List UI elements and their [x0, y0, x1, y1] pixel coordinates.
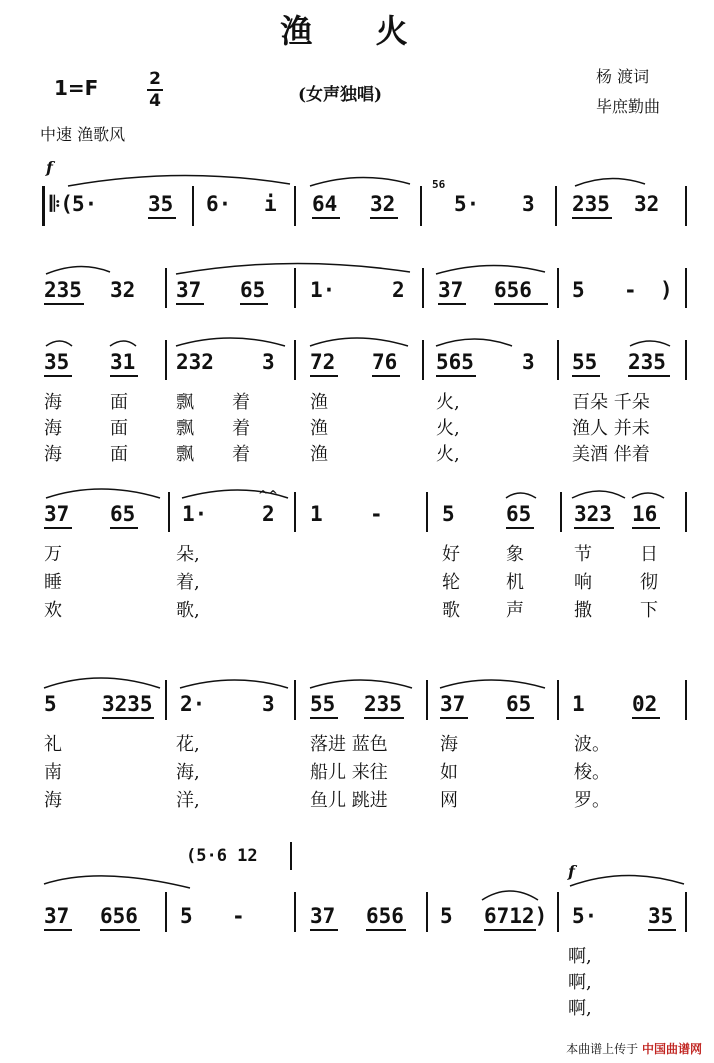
- dynamic-mark: f: [568, 862, 575, 881]
- lyric: 渔: [310, 444, 328, 465]
- note: -: [370, 502, 383, 526]
- lyric: 日: [640, 544, 658, 565]
- note: 323: [574, 502, 612, 526]
- lyric: 火,: [436, 418, 460, 439]
- note: 55: [310, 692, 336, 716]
- lyric: 洋,: [176, 790, 200, 811]
- lyric: 啊,: [568, 998, 592, 1019]
- lyric: 下: [640, 600, 658, 621]
- note: 55: [572, 350, 598, 374]
- time-top: 2: [149, 69, 161, 89]
- note: 1: [310, 502, 323, 526]
- note: 2: [392, 278, 405, 302]
- note: 235: [628, 350, 666, 374]
- note: 72: [310, 350, 336, 374]
- lyric: 罗。: [574, 790, 610, 811]
- lyric: 啊,: [568, 972, 592, 993]
- lyric: 梭。: [574, 762, 610, 783]
- lyric: 飘: [176, 444, 194, 465]
- lyric: 面: [110, 392, 128, 413]
- note: 3: [522, 192, 535, 216]
- lyric: 声: [506, 600, 524, 621]
- lyric: 歌,: [176, 600, 200, 621]
- note: 6712): [484, 904, 548, 928]
- tempo-marking: 中速 渔歌风: [40, 125, 126, 144]
- lyric: 海: [44, 444, 62, 465]
- note: 235: [364, 692, 402, 716]
- lyric: 海,: [176, 762, 200, 783]
- note: 76: [372, 350, 398, 374]
- lyric: 象: [506, 544, 524, 565]
- note: 65: [240, 278, 266, 302]
- lyric: 彻: [640, 572, 658, 593]
- performance-note: (女声独唱): [298, 85, 383, 105]
- note: 232: [176, 350, 214, 374]
- note: -: [232, 904, 245, 928]
- note: 5: [572, 278, 585, 302]
- note: 5: [44, 692, 57, 716]
- lyric: 海: [44, 392, 62, 413]
- note: 1·: [310, 278, 336, 302]
- note: 1: [572, 692, 585, 716]
- lyric: 撒: [574, 600, 592, 621]
- site-logo: 中国曲谱网: [641, 1042, 702, 1056]
- note: ): [660, 278, 673, 302]
- note: 2: [262, 502, 275, 526]
- note: 5: [180, 904, 193, 928]
- note: 32: [634, 192, 660, 216]
- lyric: 着: [232, 418, 250, 439]
- lyric: 海: [44, 790, 62, 811]
- lyric: 海: [44, 418, 62, 439]
- lyric: 万: [44, 544, 62, 565]
- lyric: 百朵 千朵: [572, 392, 650, 413]
- footer-text: 本曲谱上传于: [566, 1042, 639, 1056]
- grace-notes: 56: [432, 178, 446, 191]
- note: 235: [44, 278, 82, 302]
- lyric: 着: [232, 392, 250, 413]
- ossia-phrase: (5·6 12: [186, 846, 258, 866]
- lyric: 礼: [44, 734, 62, 755]
- note: 31: [110, 350, 136, 374]
- note: 37: [44, 502, 70, 526]
- note: 5·: [72, 192, 98, 216]
- lyric: 好: [442, 544, 460, 565]
- lyric: 船儿 来往: [310, 762, 388, 783]
- lyric: 波。: [574, 734, 610, 755]
- note: 656: [366, 904, 404, 928]
- note: 5·: [572, 904, 598, 928]
- note: 65: [110, 502, 136, 526]
- lyric: 着,: [176, 572, 200, 593]
- lyric: 南: [44, 762, 62, 783]
- note: 37: [438, 278, 464, 302]
- lyric: 火,: [436, 392, 460, 413]
- lyric: 朵,: [176, 544, 200, 565]
- note: 3: [522, 350, 535, 374]
- lyricist-credit: 杨 渡词: [596, 67, 650, 86]
- footer-credit: [566, 1040, 702, 1057]
- note: 5·: [454, 192, 480, 216]
- note: 37: [44, 904, 70, 928]
- note: 65: [506, 692, 532, 716]
- song-title: 渔 火: [280, 12, 434, 50]
- ornament-mark: ^^: [258, 488, 279, 502]
- note: 2·: [180, 692, 206, 716]
- note: 35: [148, 192, 174, 216]
- note: 32: [370, 192, 396, 216]
- note: 32: [110, 278, 136, 302]
- lyric: 响: [574, 572, 592, 593]
- lyric: 飘: [176, 418, 194, 439]
- lyric: 啊,: [568, 946, 592, 967]
- note: 3: [262, 350, 275, 374]
- note: 656: [100, 904, 138, 928]
- note: 35: [44, 350, 70, 374]
- note: 6·: [206, 192, 232, 216]
- lyric: 歌: [442, 600, 460, 621]
- dynamic-mark: f: [46, 158, 53, 177]
- repeat-sign: 𝄆(: [50, 192, 73, 216]
- lyric: 面: [110, 418, 128, 439]
- note: 5: [442, 502, 455, 526]
- lyric: 火,: [436, 444, 460, 465]
- lyric: 睡: [44, 572, 62, 593]
- note: 16: [632, 502, 658, 526]
- note: 565: [436, 350, 474, 374]
- lyric: 面: [110, 444, 128, 465]
- lyric: 渔人 并未: [572, 418, 650, 439]
- lyric: 轮: [442, 572, 460, 593]
- note: 5: [440, 904, 453, 928]
- note: 37: [176, 278, 202, 302]
- lyric: 落进 蓝色: [310, 734, 388, 755]
- composer-credit: 毕庶勤曲: [596, 97, 661, 116]
- note: 3235: [102, 692, 153, 716]
- lyric: 节: [574, 544, 592, 565]
- note: 65: [506, 502, 532, 526]
- note: 37: [440, 692, 466, 716]
- note: -: [624, 278, 637, 302]
- note: 35: [648, 904, 674, 928]
- note: 02: [632, 692, 658, 716]
- note: 3: [262, 692, 275, 716]
- lyric: 机: [506, 572, 524, 593]
- time-bottom: 4: [149, 91, 161, 111]
- lyric: 鱼儿 跳进: [310, 790, 388, 811]
- lyric: 着: [232, 444, 250, 465]
- note: 64: [312, 192, 338, 216]
- lyric: 渔: [310, 418, 328, 439]
- lyric: 海: [440, 734, 458, 755]
- note: 656: [494, 278, 532, 302]
- note: 235: [572, 192, 610, 216]
- lyric: 飘: [176, 392, 194, 413]
- lyric: 欢: [44, 600, 62, 621]
- lyric: 网: [440, 790, 458, 811]
- note: i: [264, 192, 277, 216]
- note: 37: [310, 904, 336, 928]
- lyric: 美酒 伴着: [572, 444, 650, 465]
- key-signature: 1=F: [54, 76, 99, 100]
- lyric: 如: [440, 762, 458, 783]
- lyric: 花,: [176, 734, 200, 755]
- lyric: 渔: [310, 392, 328, 413]
- note: 1·: [182, 502, 208, 526]
